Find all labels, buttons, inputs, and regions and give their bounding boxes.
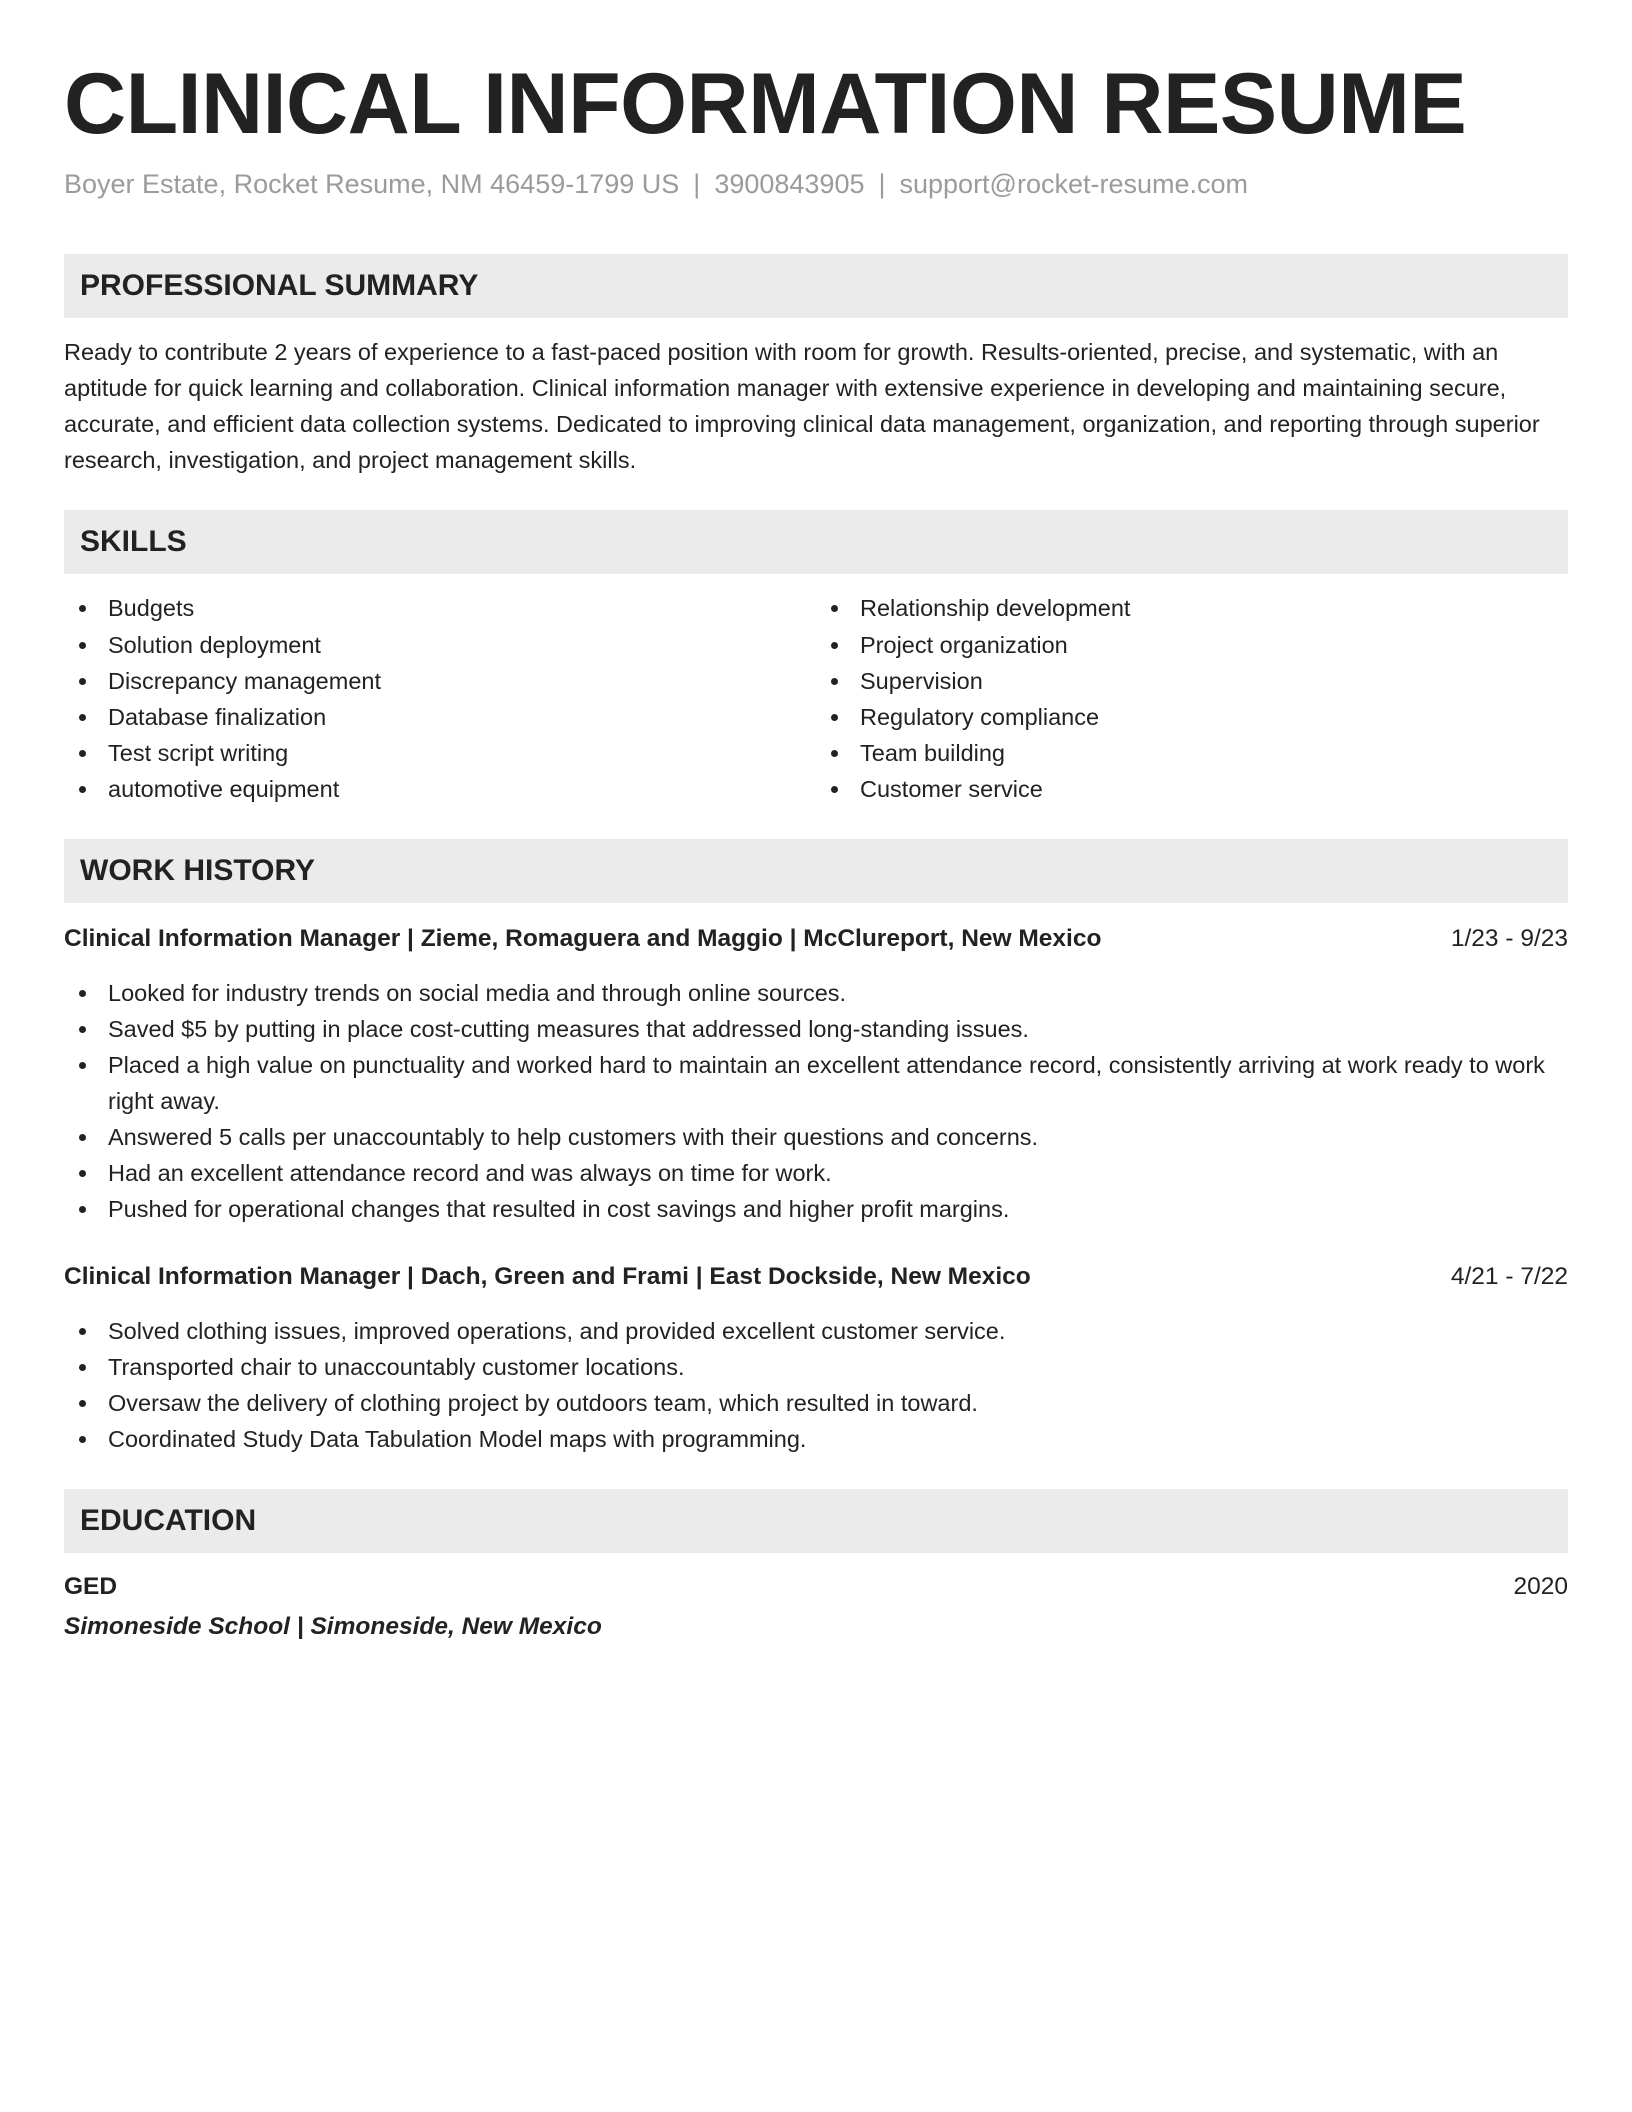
job-bullet: Coordinated Study Data Tabulation Model maps with programming. [64,1421,1568,1457]
job-bullet: Solved clothing issues, improved operations, and provided excellent customer service. [64,1313,1568,1349]
resume-title: CLINICAL INFORMATION RESUME [64,56,1467,152]
education-entry [64,1569,1568,1605]
bullet-icon [831,642,838,649]
bullet-icon [79,1134,86,1141]
skill-item: automotive equipment [64,771,816,807]
job-dates: 4/21 - 7/22 [1450,1263,1568,1290]
bullet-icon [79,990,86,997]
bullet-icon [79,1170,86,1177]
job-header [64,921,1568,957]
skill-item: Relationship development [816,590,1568,626]
contact-separator: | [693,169,701,199]
job-bullet: Transported chair to unaccountably customer locations. [64,1349,1568,1385]
bullet-icon [79,605,86,612]
bullet-icon [79,1062,86,1069]
summary-heading: PROFESSIONAL SUMMARY [64,254,1568,318]
job-bullet: Placed a high value on punctuality and worked hard to maintain an excellent attendance record, consistently arriving at work ready to work right away. [64,1047,1568,1119]
bullet-icon [79,1026,86,1033]
job-bullet: Oversaw the delivery of clothing project by outdoors team, which resulted in toward. [64,1385,1568,1421]
contact-phone: 3900843905 [714,169,865,199]
bullet-icon [831,786,838,793]
job-bullet: Saved $5 by putting in place cost-cutting measures that addressed long-standing issues. [64,1011,1568,1047]
bullet-icon [79,1436,86,1443]
skill-item: Solution deployment [64,627,816,663]
bullet-icon [79,1364,86,1371]
bullet-icon [79,786,86,793]
bullet-icon [79,1328,86,1335]
education-year: 2020 [1513,1573,1568,1600]
bullet-icon [831,750,838,757]
skill-item: Project organization [816,627,1568,663]
skill-item: Team building [816,735,1568,771]
bullet-icon [79,1206,86,1213]
job-title: Clinical Information Manager | Zieme, Romaguera and Maggio | McClureport, New Mexico [64,925,1102,952]
skill-item: Supervision [816,663,1568,699]
skill-item: Test script writing [64,735,816,771]
bullet-icon [79,642,86,649]
bullet-icon [79,714,86,721]
contact-address: Boyer Estate, Rocket Resume, NM 46459-1799 US [64,169,680,199]
bullet-icon [79,1400,86,1407]
job-entry [64,921,1568,1227]
job-bullet: Had an excellent attendance record and was always on time for work. [64,1155,1568,1191]
bullet-icon [831,605,838,612]
skills-column-left [64,590,816,807]
bullet-icon [79,750,86,757]
skills-heading: SKILLS [64,510,1568,574]
skill-item: Discrepancy management [64,663,816,699]
skills-list [64,590,1568,807]
summary-text: Ready to contribute 2 years of experience to a fast-paced position with room for growth. Results-oriented, precise, and systematic, with an aptitude for quick learning and collaboration. Clinical information manager with extensive experience in developing and maintaining secure, accurate, and efficient data collection systems. Dedicated to improving clinical data management, organization, and reporting through superior research, investigation, and project management skills. [64,339,1540,473]
education-heading: EDUCATION [64,1489,1568,1553]
skill-item: Customer service [816,771,1568,807]
job-bullet: Looked for industry trends on social media and through online sources. [64,975,1568,1011]
skills-column-right [816,590,1568,807]
bullet-icon [79,678,86,685]
skill-item: Regulatory compliance [816,699,1568,735]
work-history-heading: WORK HISTORY [64,839,1568,903]
job-title: Clinical Information Manager | Dach, Green and Frami | East Dockside, New Mexico [64,1263,1031,1290]
bullet-icon [831,714,838,721]
job-bullets [64,1313,1568,1457]
job-header [64,1259,1568,1295]
bullet-icon [831,678,838,685]
skill-item: Budgets [64,590,816,626]
contact-separator: | [878,169,886,199]
contact-email: support@rocket-resume.com [899,169,1249,199]
job-entry [64,1259,1568,1457]
job-dates: 1/23 - 9/23 [1450,925,1568,952]
job-bullet: Answered 5 calls per unaccountably to help customers with their questions and concerns. [64,1119,1568,1155]
education-school: Simoneside School | Simoneside, New Mexico [64,1613,602,1640]
job-bullet: Pushed for operational changes that resulted in cost savings and higher profit margins. [64,1191,1568,1227]
contact-line [64,166,1568,202]
education-degree: GED [64,1573,118,1600]
skill-item: Database finalization [64,699,816,735]
job-bullets [64,975,1568,1227]
